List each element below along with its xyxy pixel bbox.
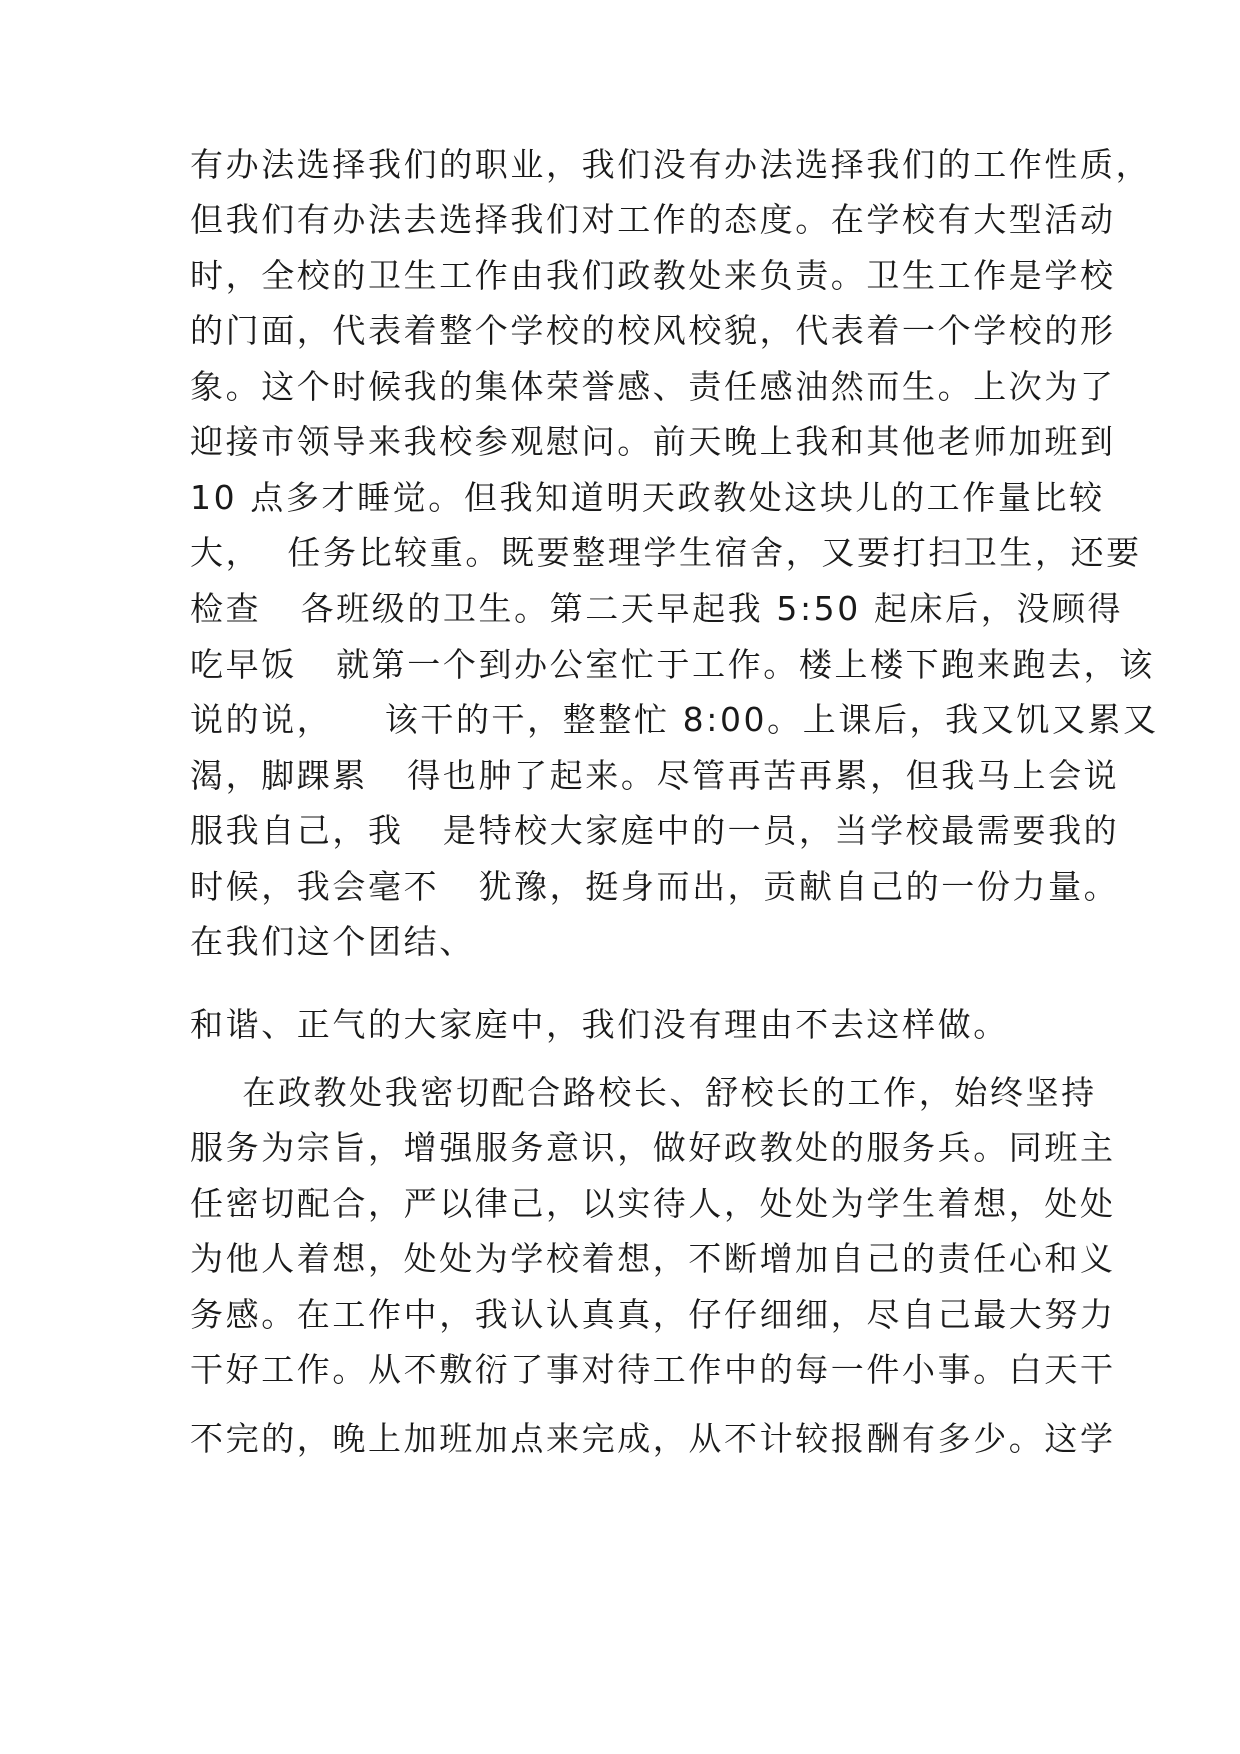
text-line: 大， 任务比较重。既要整理学生宿舍，又要打扫卫生，还要: [190, 533, 1142, 572]
text-line: 干好工作。从不敷衍了事对待工作中的每一件小事。白天干: [190, 1350, 1116, 1389]
text-line: 和谐、正气的大家庭中，我们没有理由不去这样做。: [190, 1005, 1009, 1044]
text-line: 10 点多才睡觉。但我知道明天政教处这块儿的工作量比较: [190, 478, 1105, 517]
text-line: 但我们有办法去选择我们对工作的态度。在学校有大型活动: [190, 200, 1116, 239]
text-line: 检查 各班级的卫生。第二天早起我 5:50 起床后，没顾得: [190, 589, 1124, 628]
text-line: 务感。在工作中，我认认真真，仔仔细细，尽自己最大努力: [190, 1295, 1116, 1334]
text-line: 有办法选择我们的职业，我们没有办法选择我们的工作性质，: [190, 145, 1152, 184]
text-line: 渴，脚踝累 得也肿了起来。尽管再苦再累，但我马上会说: [190, 756, 1120, 795]
text-line: 在政教处我密切配合路校长、舒校长的工作，始终坚持: [190, 1073, 1097, 1112]
text-line: 为他人着想，处处为学校着想，不断增加自己的责任心和义: [190, 1239, 1116, 1278]
text-line: 时，全校的卫生工作由我们政教处来负责。卫生工作是学校: [190, 256, 1116, 295]
text-line: 服务为宗旨，增强服务意识，做好政教处的服务兵。同班主: [190, 1128, 1116, 1167]
text-line: 在我们这个团结、: [190, 922, 475, 961]
text-line: 服我自己，我 是特校大家庭中的一员，当学校最需要我的: [190, 811, 1120, 850]
text-line: 时候，我会毫不 犹豫，挺身而出，贡献自己的一份力量。: [190, 867, 1120, 906]
text-line: 不完的，晚上加班加点来完成，从不计较报酬有多少。这学: [190, 1419, 1116, 1458]
text-line: 吃早饭 就第一个到办公室忙于工作。楼上楼下跑来跑去，该: [190, 645, 1155, 684]
text-line: 象。这个时候我的集体荣誉感、责任感油然而生。上次为了: [190, 367, 1116, 406]
text-line: 迎接市领导来我校参观慰问。前天晚上我和其他老师加班到: [190, 422, 1116, 461]
text-line: 说的说， 该干的干，整整忙 8:00。上课后，我又饥又累又: [190, 700, 1159, 739]
text-line: 任密切配合，严以律己，以实待人，处处为学生着想，处处: [190, 1184, 1116, 1223]
text-line: 的门面，代表着整个学校的校风校貌，代表着一个学校的形: [190, 311, 1116, 350]
